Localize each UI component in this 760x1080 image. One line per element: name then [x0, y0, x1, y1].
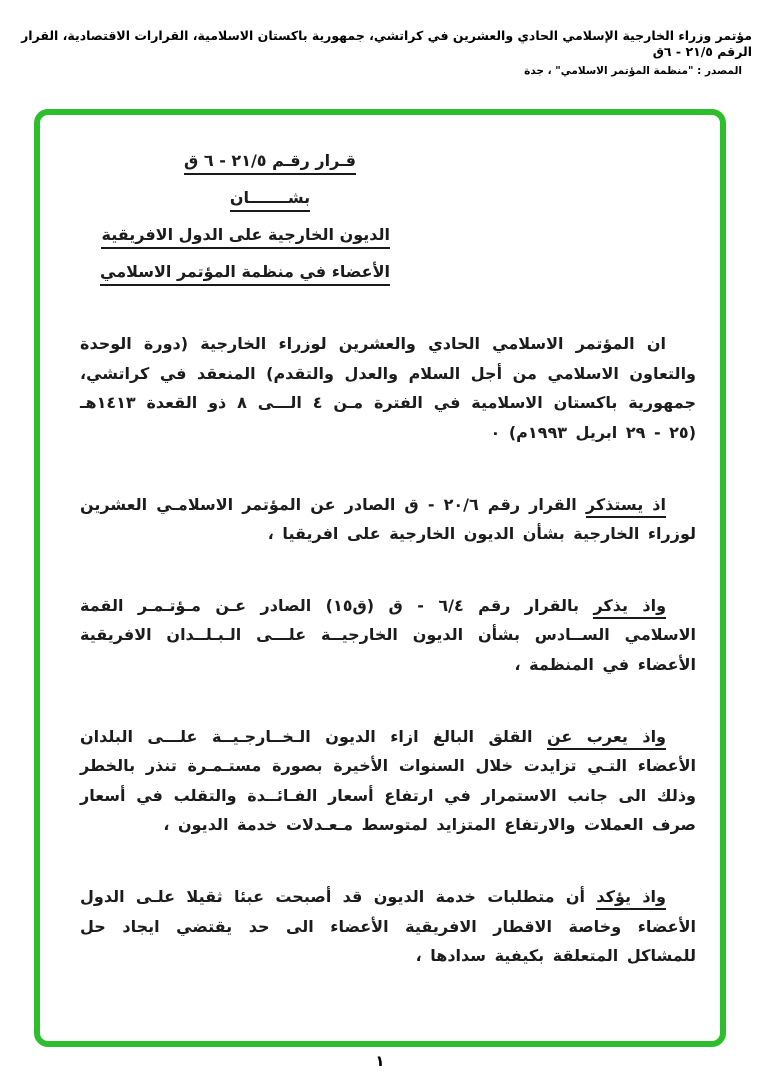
paragraph-text: القلق البالغ ازاء الديون الـخــارجـيــة علـــى البلدان الأعضاء التـي تزايدت خلال السنوات الأخيرة بصورة مستـمـرة تنذر بالخطر وذلك الى جانب الاستمرار في ارتفاع أسعار الفـائــدة والتقلب في أسعار صرف العملات والارتفاع المتزايد لمتوسط مـعـدلات خدمة الديون ،: [80, 726, 696, 835]
header-citation-line: مؤتمر وزراء الخارجية الإسلامي الحادي والعشرين في كراتشي، جمهورية باكستان الاسلامية، القرارات الاقتصادية، القرار الرقم ٢١/٥ - ٦ق: [21, 28, 752, 60]
scan-border-frame: [34, 109, 726, 1047]
paragraph-lead: اذ يستذكر: [586, 495, 666, 518]
paragraph-preamble: [80, 329, 696, 447]
paragraph-recalling: [80, 490, 696, 549]
header-source-line: المصدر : "منظمة المؤتمر الاسلامي" ، جدة: [524, 64, 742, 77]
resolution-subject-1: الديون الخارجية على الدول الافريقية: [101, 225, 390, 249]
resolution-subject-2: الأعضاء في منظمة المؤتمر الاسلامي: [100, 262, 390, 286]
paragraph-lead: واذ يعرب عن: [547, 727, 666, 750]
paragraph-text: بالقرار رقم ٦/٤ - ق (ق١٥) الصادر عـن مـؤتـمـر القمة الاسلامي الســادس بشأن الديون الخارجيــة علـــى الـبـلــدان الافريقية الأعضاء في المنظمة ،: [80, 595, 696, 674]
resolution-body: [80, 329, 696, 971]
paragraph-expressing-concern: [80, 722, 696, 840]
resolution-title-line-4: [100, 260, 390, 283]
paragraph-text: القرار رقم ٢٠/٦ - ق الصادر عن المؤتمر الاسلامـي العشرين لوزراء الخارجية بشأن الديون الخارجية على افريقيا ،: [80, 494, 696, 544]
resolution-regarding: بشـــــــان: [230, 188, 310, 212]
paragraph-text: أن متطلبات خدمة الديون قد أصبحت عبئا ثقيلا علـى الدول الأعضاء وخاصة الاقطار الافريقية الأعضاء الى حد يقتضي ايجاد حل للمشاكل المتعلقة بكيفية سدادها ،: [80, 886, 696, 966]
resolution-title-line-2: [150, 186, 390, 209]
paragraph-text: ان المؤتمر الاسلامي الحادي والعشرين لوزراء الخارجية (دورة الوحدة والتعاون الاسلامي من أجل السلام والعدل والتقدم) المنعقد في كراتشي، جمهورية باكستان الاسلامية في الفترة مـن ٤ الـــى ٨ ذو القعدة ١٤١٣هـ (٢٥ - ٢٩ ابريل ١٩٩٣م) ٠: [80, 334, 696, 443]
scan-content: [40, 115, 720, 1041]
paragraph-lead: واذ يذكر: [593, 596, 666, 619]
page-number: ١: [375, 1052, 385, 1070]
resolution-number: قـرار رقـم ٢١/٥ - ٦ ق: [184, 151, 356, 175]
paragraph-lead: واذ يؤكد: [596, 887, 666, 910]
resolution-title-line-3: [101, 223, 390, 246]
resolution-title-block: [100, 149, 390, 284]
paragraph-recalling-summit: [80, 591, 696, 680]
document-header: [0, 0, 760, 77]
paragraph-affirming: [80, 882, 696, 971]
resolution-title-line-1: [150, 149, 390, 172]
